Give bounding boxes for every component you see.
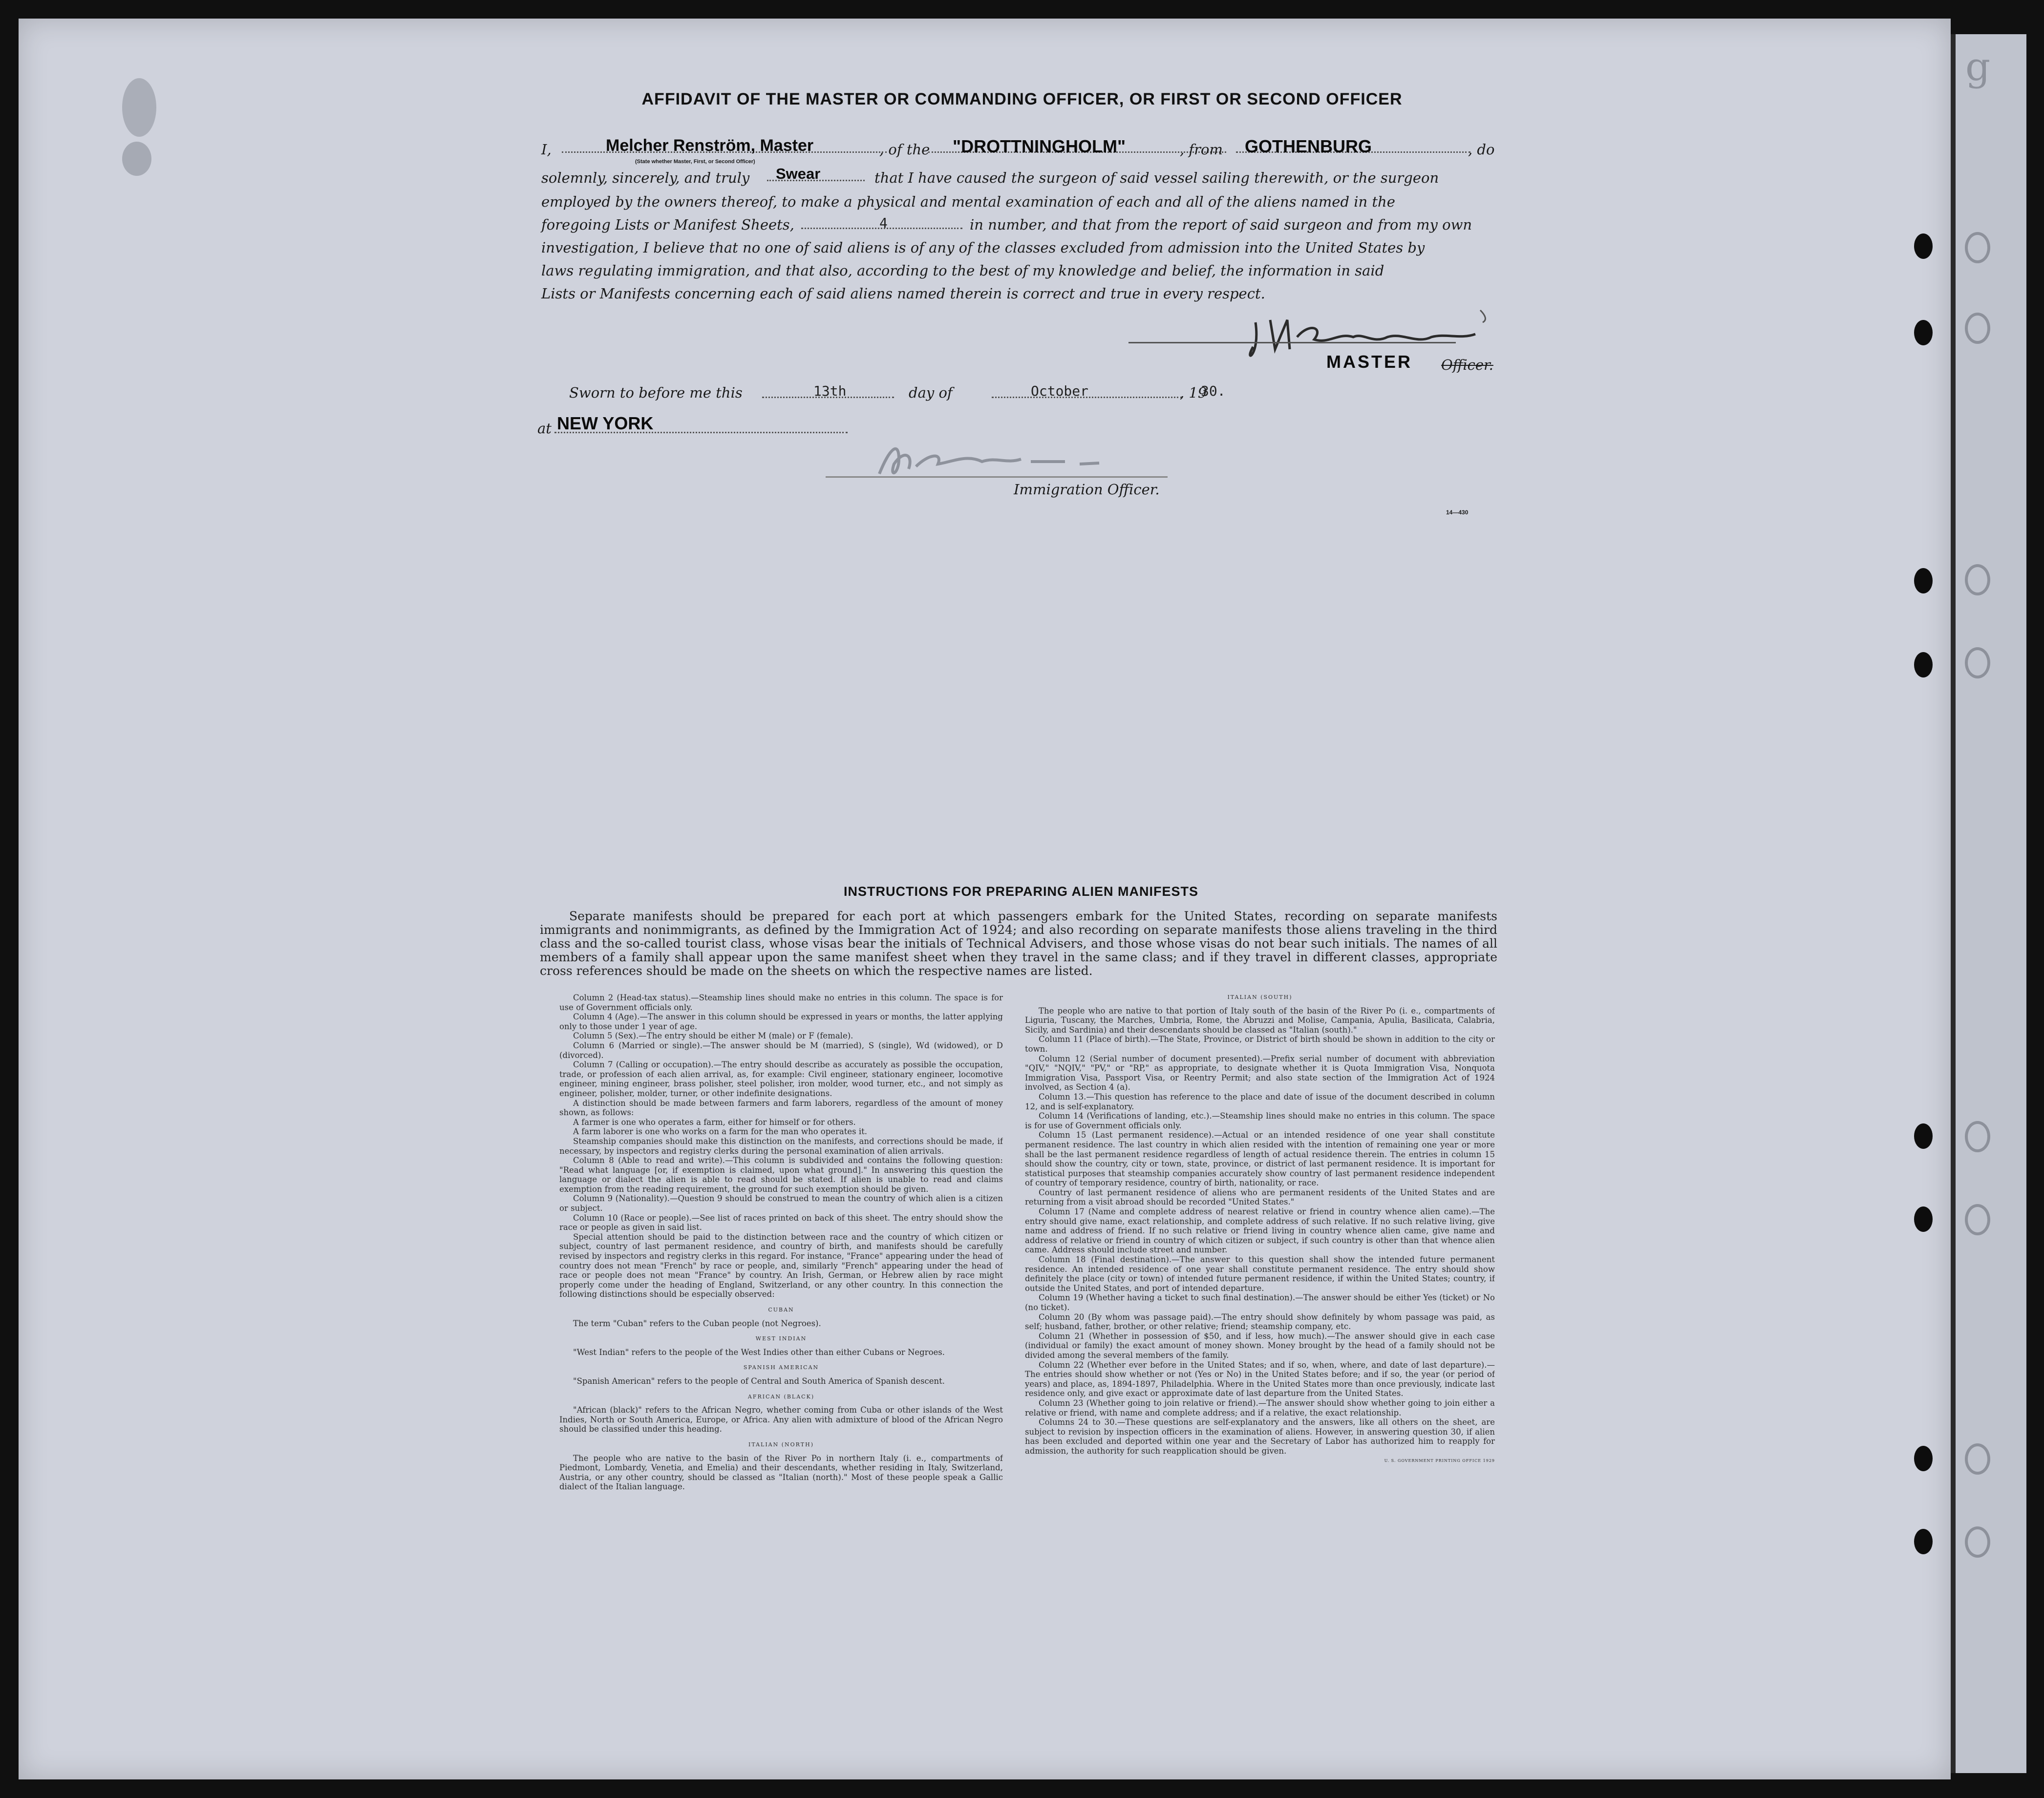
signer-title: MASTER xyxy=(1326,352,1412,372)
binding-ring xyxy=(1965,564,1990,595)
affidavit-heading: AFFIDAVIT OF THE MASTER OR COMMANDING OFFICER, OR FIRST OR SECOND OFFICER xyxy=(641,90,1403,108)
affidavit-line-6: laws regulating immigration, and that also, according to the best of my knowledge and belief, the information in said xyxy=(541,262,1384,279)
instructions-left-column xyxy=(559,993,1003,1672)
instruction-paragraph: Column 6 (Married or single).—The answer should be M (married), S (single), Wd (widowed), or D (divorced). xyxy=(559,1040,1003,1060)
instruction-paragraph: Special attention should be paid to the distinction between race and the country of which citizen or subject, country of last permanent residence, and country of birth, and manifests should be carefully revised by inspectors and registry clerks in this regard. For instance, "France" appearing under the head of country does not mean "French" by race or people, and, similarly "French" appearing under the head of race or people does not mean "France" by country. An Irish, German, or Hebrew alien by race might properly come under the heading of England, Switzerland, or any other country. In this connection the following distinctions should be especially observed: xyxy=(559,1232,1003,1299)
affidavit-line-3: employed by the owners thereof, to make a physical and mental examination of each and all of the aliens named in the xyxy=(541,193,1395,210)
instruction-paragraph: Column 19 (Whether having a ticket to such final destination).—The answer should be either Yes (ticket) or No (no ticket). xyxy=(1025,1293,1495,1312)
officer-rank-note: (State whether Master, First, or Second Officer) xyxy=(635,159,755,165)
day-of-label: day of xyxy=(909,384,953,401)
instruction-paragraph: Column 10 (Race or people).—See list of races printed on back of this sheet. The entry should show the race or people as given in said list. xyxy=(559,1213,1003,1232)
race-section-title: WEST INDIAN xyxy=(755,1335,807,1342)
immigration-officer-caption: Immigration Officer. xyxy=(1014,481,1160,498)
oath-line-start: solemnly, sincerely, and truly xyxy=(541,169,750,186)
instruction-paragraph: Column 11 (Place of birth).—The State, Province, or District of birth should be shown in addition to the city or town. xyxy=(1025,1035,1495,1054)
race-section-title: SPANISH AMERICAN xyxy=(743,1364,819,1371)
sheets-line-end: in number, and that from the report of said surgeon and from my own xyxy=(970,216,1472,233)
instruction-paragraph: Column 12 (Serial number of document presented).—Prefix serial number of document with abbreviation "QIV," "NQIV," "PV," or "RP," as appropriate, to designate whether it is Quota Immigration Visa, Nonquota Immigration Visa, Passport Visa, or Reentry Permit; and also state section of the Immigration Act of 1924 involved, as Section 4 (a). xyxy=(1025,1054,1495,1092)
sworn-place: NEW YORK xyxy=(557,413,654,433)
instruction-paragraph: Column 9 (Nationality).—Question 9 should be construed to mean the country of which alien is a citizen or subject. xyxy=(559,1194,1003,1213)
race-section-title: ITALIAN (NORTH) xyxy=(748,1441,814,1448)
binding-ring xyxy=(1965,647,1990,678)
instruction-paragraph: Column 14 (Verifications of landing, etc.).—Steamship lines should make no entries in this column. The space is for use of Government officials only. xyxy=(1025,1111,1495,1130)
binding-ring xyxy=(1965,1526,1990,1558)
instruction-paragraph: A farm laborer is one who works on a farm for the man who operates it. xyxy=(573,1127,868,1137)
i-label: I, xyxy=(541,141,552,158)
instructions-right-column xyxy=(1025,987,1495,1673)
form-number: 14—430 xyxy=(1446,509,1469,516)
sworn-label: Sworn to before me this xyxy=(569,384,743,401)
binding-hole xyxy=(1914,1446,1933,1471)
departure-port: GOTHENBURG xyxy=(1245,136,1372,156)
sworn-month: October xyxy=(1031,383,1089,399)
instruction-paragraph: Column 20 (By whom was passage paid).—The entry should show definitely by whom passage was paid, as self; husband, father, brother, or other relative; friend; steamship company, etc. xyxy=(1025,1312,1495,1332)
instruction-paragraph: Column 7 (Calling or occupation).—The entry should describe as accurately as possible the occupation, trade, or profession of each alien arrival, as, for example: Civil engineer, stationary engineer, locomotive engineer, mining engineer, brass polisher, steel polisher, iron molder, wood turner, etc., and not simply as engineer, polisher, molder, turner, or other indefinite designations. xyxy=(559,1060,1003,1098)
instruction-paragraph: Column 13.—This question has reference to the place and date of issue of the document described in column 12, and is self-explanatory. xyxy=(1025,1092,1495,1111)
vessel-name: "DROTTNINGHOLM" xyxy=(953,136,1126,156)
binding-hole xyxy=(1914,1206,1933,1232)
of-the-label: , of the xyxy=(879,141,930,158)
sworn-day: 13th xyxy=(813,383,847,399)
oath-type: Swear xyxy=(776,165,821,182)
instruction-paragraph: The people who are native to that portion of Italy south of the basin of the River Po (i. e., compartments of Liguria, Tuscany, the Marches, Umbria, Rome, the Abruzzi and Molise, Campania, Apulia, Basilicata, Calabria, Sicily, and Sardinia) and their descendants should be classed as "Italian (south)." xyxy=(1025,1006,1495,1035)
instruction-paragraph: Column 8 (Able to read and write).—This column is subdivided and contains the following question: "Read what language [or, if exemption is claimed, upon what ground]." In answering this question the language or dialect the alien is able to read should be stated. If alien is unable to read and claims exemption from the reading requirement, the ground for such exemption should be given. xyxy=(559,1156,1003,1194)
binding-hole xyxy=(1914,1529,1933,1554)
race-section-text: "West Indian" refers to the people of the West Indies other than either Cubans or Negroes. xyxy=(573,1347,945,1357)
stain-mark xyxy=(122,142,151,176)
race-section-text: The term "Cuban" refers to the Cuban people (not Negroes). xyxy=(573,1318,821,1328)
binding-ring xyxy=(1965,1443,1990,1475)
sheets-line-start: foregoing Lists or Manifest Sheets, xyxy=(541,216,794,233)
binding-hole xyxy=(1914,1123,1933,1149)
instruction-paragraph: Column 4 (Age).—The answer in this column should be expressed in years or months, the latter applying only to those under 1 year of age. xyxy=(559,1012,1003,1031)
instruction-paragraph: Column 23 (Whether going to join relative or friend).—The answer should show whether going to join either a relative or friend, with name and complete address; and if a relative, the exact relationship. xyxy=(1025,1398,1495,1417)
race-section-text: "African (black)" refers to the African Negro, whether coming from Cuba or other islands of the West Indies, North or South America, Europe, or Africa. Any alien with admixture of blood of the African Negro should be classified under this heading. xyxy=(559,1405,1003,1434)
do-label: , do xyxy=(1468,141,1495,158)
race-section-text: The people who are native to the basin of the River Po in northern Italy (i. e., compartments of Piedmont, Lombardy, Venetia, and Emelia) and their descendants, whether residing in Italy, Switzerland, Austria, or any other country, should be classed as "Italian (north)." Most of these people speak a Gallic dialect of the Italian language. xyxy=(559,1453,1003,1492)
at-label: at xyxy=(537,420,552,437)
binding-hole xyxy=(1914,233,1933,259)
binding-hole xyxy=(1914,652,1933,677)
instruction-paragraph: Steamship companies should make this distinction on the manifests, and corrections should be made, if necessary, by inspectors and registry clerks during the personal examination of alien arrivals. xyxy=(559,1136,1003,1156)
from-label: , from xyxy=(1180,141,1223,158)
instruction-paragraph: A farmer is one who operates a farm, either for himself or for others. xyxy=(573,1117,856,1127)
race-section-text: "Spanish American" refers to the people of Central and South America of Spanish descent. xyxy=(573,1376,945,1386)
instructions-heading: INSTRUCTIONS FOR PREPARING ALIEN MANIFESTS xyxy=(843,884,1199,899)
binding-ring xyxy=(1965,232,1990,263)
instruction-paragraph: Column 5 (Sex).—The entry should be either M (male) or F (female). xyxy=(573,1031,853,1041)
binding-hole xyxy=(1914,320,1933,345)
binding-ring xyxy=(1965,1121,1990,1152)
instruction-paragraph: Column 22 (Whether ever before in the United States; and if so, when, where, and date of last departure).—The entries should show whether or not (Yes or No) in the United States before; and if so, the year (or period of years) and place, as, 1894-1897, Philadelphia. Where in the United States more than once previously, indicate last residence only, and give exact or approximate date of last departure from the United States. xyxy=(1025,1360,1495,1398)
sworn-year: 30. xyxy=(1201,383,1226,399)
officer-name: Melcher Renström, Master xyxy=(606,136,814,155)
race-section-title: AFRICAN (BLACK) xyxy=(747,1393,815,1400)
printer-note: U. S. GOVERNMENT PRINTING OFFICE 1929 xyxy=(1384,1458,1495,1463)
struck-officer-label: Officer. xyxy=(1441,357,1493,373)
sheet-count: 4 xyxy=(879,215,888,231)
oath-line-end: that I have caused the surgeon of said vessel sailing therewith, or the surgeon xyxy=(874,169,1439,186)
instruction-paragraph: Column 2 (Head-tax status).—Steamship lines should make no entries in this column. The space is for use of Government officials only. xyxy=(559,993,1003,1012)
instruction-paragraph: Column 18 (Final destination).—The answer to this question shall show the intended future permanent residence. An intended residence of one year shall constitute permanent residence. The entry should show definitely the place (city or town) of intended future permanent residence, if within the United States; country, if outside the United States, and port of intended departure. xyxy=(1025,1255,1495,1293)
instruction-paragraph: Column 15 (Last permanent residence).—Actual or an intended residence of one year shall constitute permanent residence. The last country in which alien resided with the intention of remaining one year or more shall be the last permanent residence regardless of length of actual residence therein. The entries in column 15 should show the country, city or town, state, province, or district of last permanent residence. It is important for statistical purposes that steamship companies accurately show country of last permanent residence independent of country of temporary residence, country of birth, nationality, or race. xyxy=(1025,1130,1495,1188)
instruction-paragraph: Columns 24 to 30.—These questions are self-explanatory and the answers, like all others on the sheet, are subject to revision by inspection officers in the examination of aliens. However, in answering question 30, if alien has been excluded and deported within one year and the Secretary of Labor has authorized him to reapply for admission, the authority for such reapplication should be given. xyxy=(1025,1417,1495,1456)
instruction-paragraph: Column 21 (Whether in possession of $50, and if less, how much).—The answer should give in each case (individual or family) the exact amount of money shown. Money brought by the head of a family should not be divided among the several members of the family. xyxy=(1025,1331,1495,1360)
binding-hole xyxy=(1914,568,1933,593)
instruction-paragraph: A distinction should be made between farmers and farm laborers, regardless of the amount of money shown, as follows: xyxy=(559,1098,1003,1118)
race-section-title: ITALIAN (SOUTH) xyxy=(1227,994,1293,1000)
race-section-title: CUBAN xyxy=(768,1307,794,1313)
instruction-paragraph: Country of last permanent residence of aliens who are permanent residents of the United States and are returning from a visit abroad should be recorded "United States." xyxy=(1025,1187,1495,1207)
affidavit-line-7: Lists or Manifests concerning each of said aliens named therein is correct and true in every respect. xyxy=(541,285,1265,302)
immigration-officer-signature xyxy=(870,435,1143,488)
affidavit-line-5: investigation, I believe that no one of said aliens is of any of the classes excluded from admission into the United States by xyxy=(541,239,1425,256)
binding-ring xyxy=(1965,1204,1990,1235)
binding-edge: g xyxy=(1951,34,2026,1773)
year-prefix: , 19 xyxy=(1180,384,1207,401)
instructions-intro: Separate manifests should be prepared for each port at which passengers embark for the United States, recording on separate manifests immigrants and nonimmigrants, as defined by the Immigration Act of 1924; and also recording on separate manifests those aliens traveling in the third class and the so-called tourist class, whose visas bear the initials of Technical Advisers, and those whose visas do not bear such initials. The names of all members of a family shall appear upon the same manifest sheet when they travel in the same class; and if they travel in different classes, appropriate cross references should be made on the sheets on which the respective names are listed. xyxy=(540,909,1497,978)
binding-ring xyxy=(1965,313,1990,344)
instruction-paragraph: Column 17 (Name and complete address of nearest relative or friend in country whence alien came).—The entry should give name, exact relationship, and complete address of such relative. If no such relative living, give name and address of friend. If no such relative or friend living in country whence alien came, give name and address of relative or friend in country of which citizen or subject, if such country is other than that whence alien came. Address should include street and number. xyxy=(1025,1207,1495,1255)
